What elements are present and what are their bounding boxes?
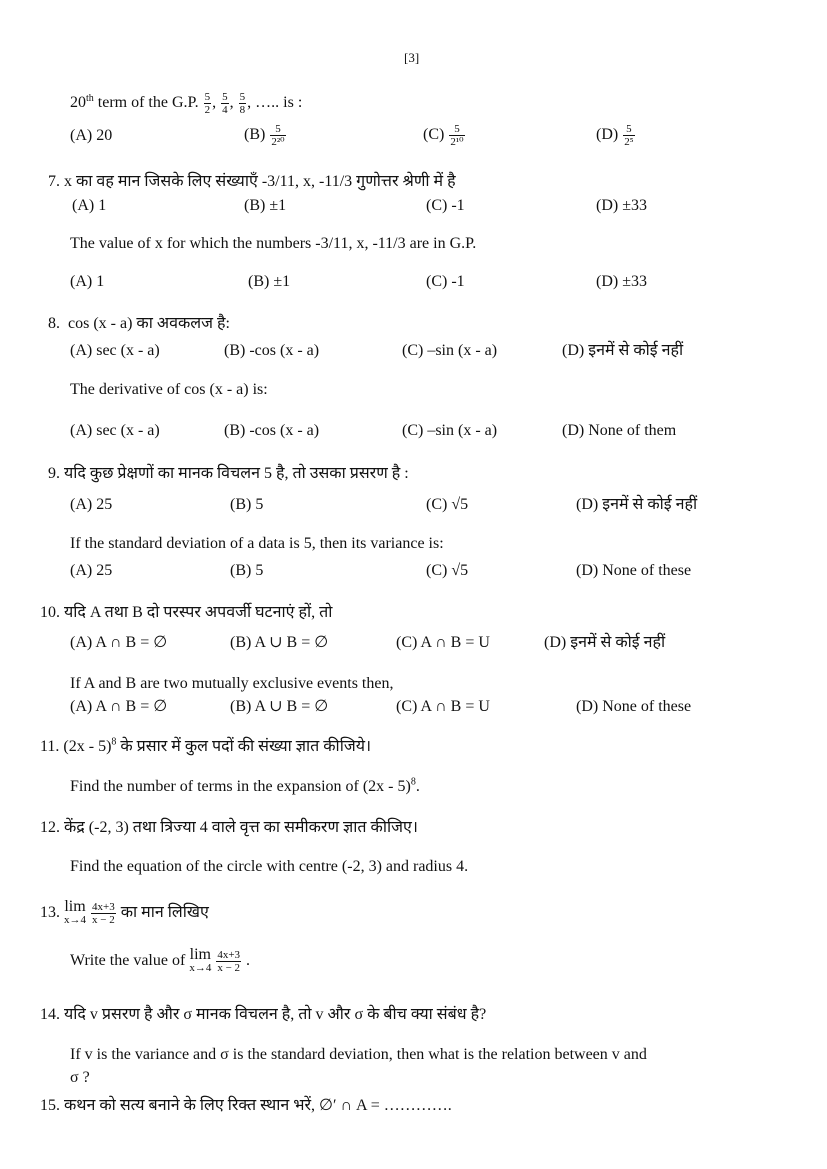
q8-hindi-option-d: (D) इनमें से कोई नहीं bbox=[562, 342, 684, 359]
q9-english-option-a: (A) 25 bbox=[70, 562, 113, 579]
question-12-hindi: 12. केंद्र (-2, 3) तथा त्रिज्या 4 वाले वृत्त का समीकरण ज्ञात कीजिए। bbox=[40, 819, 418, 836]
q6-option-c: (C) $\frac{5}{\text{2¹⁰}}$ bbox=[423, 123, 464, 148]
question-6-text: 20th term of the G.P. $\frac{5}{2}$ , $\frac{5}{4}$ , $\frac{5}{8}$ , ….. is : bbox=[70, 91, 303, 116]
q10-hindi-option-a: (A) A ∩ B = ∅ bbox=[70, 634, 168, 651]
page-number: [3] bbox=[404, 50, 420, 65]
q8-hindi-option-a: (A) sec (x - a) bbox=[70, 342, 160, 359]
question-11-hindi: 11. (2x - 5)$^8$ के प्रसार में कुल पदों की संख्या ज्ञात कीजिये। bbox=[40, 736, 372, 755]
q8-english-option-d: (D) None of them bbox=[562, 422, 677, 439]
question-13-english: Write the value of lim x→4 $\frac{4x+3}{x - 2}$ . bbox=[70, 946, 251, 975]
question-9-english: If the standard deviation of a data is 5, then its variance is: bbox=[70, 535, 444, 552]
question-8-hindi: 8. cos (x - a) का अवकलज है: bbox=[48, 315, 230, 332]
q7-english-option-d: (D) ±33 bbox=[596, 273, 647, 290]
q9-hindi-option-b: (B) 5 bbox=[230, 496, 264, 513]
q10-english-option-a: (A) A ∩ B = ∅ bbox=[70, 698, 168, 715]
question-14-english-line-2: σ ? bbox=[70, 1069, 90, 1086]
q7-english-option-b: (B) ±1 bbox=[248, 273, 291, 290]
q10-hindi-option-c: (C) A ∩ B = U bbox=[396, 634, 490, 651]
q10-hindi-option-b: (B) A ∪ B = ∅ bbox=[230, 634, 329, 651]
q7-english-option-a: (A) 1 bbox=[70, 273, 105, 290]
question-7-english: The value of x for which the numbers -3/11, x, -11/3 are in G.P. bbox=[70, 235, 477, 252]
q7-english-option-c: (C) -1 bbox=[426, 273, 465, 290]
q9-english-option-c: (C) √5 bbox=[426, 562, 469, 579]
q7-hindi-option-a: (A) 1 bbox=[72, 197, 107, 214]
q8-english-option-a: (A) sec (x - a) bbox=[70, 422, 160, 439]
gp-term-2: $\frac{5}{4}$ bbox=[222, 91, 228, 116]
limit-expression: lim x→4 bbox=[64, 898, 86, 927]
q6-option-b: (B) $\frac{5}{\text{2²⁰}}$ bbox=[244, 123, 285, 148]
q9-hindi-option-d: (D) इनमें से कोई नहीं bbox=[576, 496, 698, 513]
question-12-english: Find the equation of the circle with centre (-2, 3) and radius 4. bbox=[70, 858, 469, 875]
question-7-hindi: 7. x का वह मान जिसके लिए संख्याएँ -3/11, x, -11/3 गुणोत्तर श्रेणी में है bbox=[48, 173, 456, 190]
question-9-hindi: 9. यदि कुछ प्रेक्षणों का मानक विचलन 5 है, तो उसका प्रसरण है : bbox=[48, 465, 409, 482]
q9-english-option-d: (D) None of these bbox=[576, 562, 692, 579]
limit-expression-english: lim x→4 bbox=[189, 946, 212, 975]
q8-english-option-c: (C) –sin (x - a) bbox=[402, 422, 498, 439]
question-10-hindi: 10. यदि A तथा B दो परस्पर अपवर्जी घटनाएं हों, तो bbox=[40, 604, 333, 621]
q10-english-option-c: (C) A ∩ B = U bbox=[396, 698, 490, 715]
q8-english-option-b: (B) -cos (x - a) bbox=[224, 422, 320, 439]
question-13-hindi: 13. lim x→4 $\frac{4x+3}{x - 2}$ का मान लिखिए bbox=[40, 898, 209, 927]
question-11-english: Find the number of terms in the expansion of (2x - 5)$^8$. bbox=[70, 776, 420, 795]
q9-hindi-option-c: (C) √5 bbox=[426, 496, 469, 513]
question-15-hindi: 15. कथन को सत्य बनाने के लिए रिक्त स्थान भरें, ∅′ ∩ A = …………. bbox=[40, 1097, 452, 1114]
question-8-english: The derivative of cos (x - a) is: bbox=[70, 381, 268, 398]
q7-hindi-option-b: (B) ±1 bbox=[244, 197, 287, 214]
q7-hindi-option-d: (D) ±33 bbox=[596, 197, 647, 214]
q6-option-d: (D) $\frac{5}{\text{2⁵}}$ bbox=[596, 123, 634, 148]
question-10-english: If A and B are two mutually exclusive events then, bbox=[70, 675, 394, 692]
q7-hindi-option-c: (C) -1 bbox=[426, 197, 465, 214]
q10-english-option-b: (B) A ∪ B = ∅ bbox=[230, 698, 329, 715]
q10-english-option-d: (D) None of these bbox=[576, 698, 692, 715]
q8-hindi-option-c: (C) –sin (x - a) bbox=[402, 342, 498, 359]
q6-option-a: (A) 20 bbox=[70, 127, 113, 144]
q10-hindi-option-d: (D) इनमें से कोई नहीं bbox=[544, 634, 666, 651]
q9-english-option-b: (B) 5 bbox=[230, 562, 264, 579]
gp-term-3: $\frac{5}{8}$ bbox=[239, 91, 246, 116]
question-14-english-line-1: If v is the variance and σ is the standard deviation, then what is the relation between v and bbox=[70, 1046, 647, 1063]
gp-term-1: $\frac{5}{2}$ bbox=[204, 91, 211, 116]
question-14-hindi: 14. यदि v प्रसरण है और σ मानक विचलन है, तो v और σ के बीच क्या संबंध है? bbox=[40, 1006, 487, 1023]
q9-hindi-option-a: (A) 25 bbox=[70, 496, 113, 513]
q8-hindi-option-b: (B) -cos (x - a) bbox=[224, 342, 320, 359]
